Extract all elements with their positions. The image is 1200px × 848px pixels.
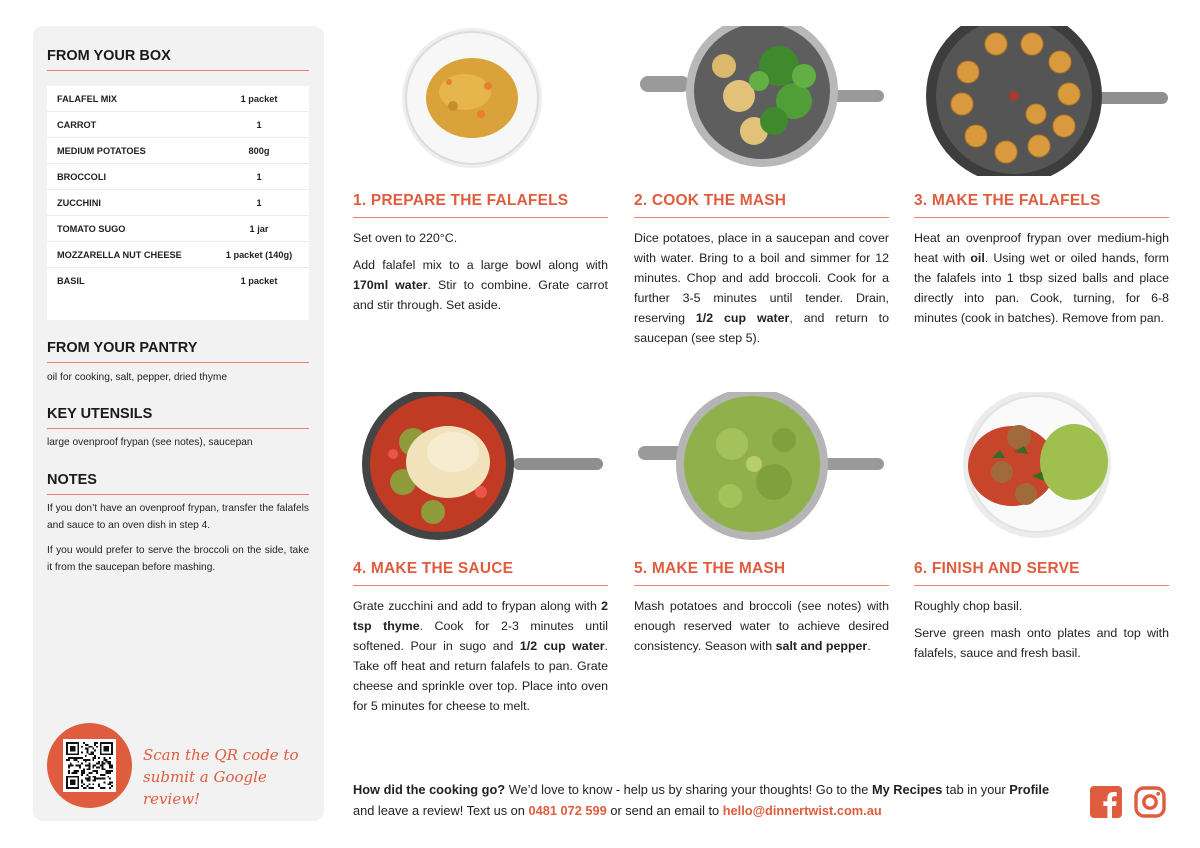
ingredient-name: FALAFEL MIX — [57, 93, 118, 104]
facebook-icon[interactable] — [1090, 786, 1122, 818]
step-text: . Take off heat and return falafels to pan. Grate cheese and sprinkle over top. Place into oven for 5 minutes for cheese to melt. — [353, 639, 608, 713]
pantry-text: oil for cooking, salt, pepper, dried thyme — [47, 372, 228, 383]
ingredient-name: TOMATO SUGO — [57, 223, 126, 234]
step-6-title: 6. FINISH AND SERVE — [914, 560, 1169, 586]
step-text: . Stir to combine. Grate carrot and stir through. Set aside. — [353, 278, 609, 312]
step-1-title: 1. PREPARE THE FALAFELS — [353, 192, 608, 218]
utensils-text: large ovenproof frypan (see notes), saucepan — [47, 437, 253, 448]
step-text: Dice potatoes, place in a saucepan and cover with water. Bring to a boil and simmer for 12 minutes. Chop and add broccoli. Cook for a further 3-5 minutes until tender. Drain, reserving — [634, 231, 889, 325]
ingredient-name: BASIL — [57, 276, 85, 286]
footer-text: or send an email to — [606, 803, 723, 818]
qr-badge — [47, 723, 132, 808]
step-text: Set oven to 220°C. — [353, 231, 458, 245]
ingredient-qty: 1 jar — [249, 223, 269, 234]
ingredient-name: ZUCCHINI — [57, 197, 101, 208]
pantry-heading: FROM YOUR PANTRY — [47, 340, 309, 363]
step-highlight: 170ml water — [353, 278, 428, 292]
qr-caption — [143, 744, 313, 810]
step-paragraph — [914, 228, 1169, 328]
step-5-title: 5. MAKE THE MASH — [634, 560, 889, 586]
qr-code-icon[interactable] — [63, 739, 116, 792]
step-highlight: 2 tsp thyme — [353, 599, 608, 633]
ingredient-row — [47, 86, 309, 112]
ingredient-row — [47, 138, 309, 164]
step-paragraph — [634, 596, 889, 656]
email-link[interactable]: hello@dinnertwist.com.au — [722, 803, 882, 818]
note-paragraph: If you don’t have an ovenproof frypan, transfer the falafels and sauce to an oven dish in step 4. — [47, 503, 309, 531]
step-text: . — [867, 639, 871, 653]
ingredient-name: MEDIUM POTATOES — [57, 145, 146, 156]
step-4-photo — [353, 392, 608, 542]
footer-question: How did the cooking go? — [353, 782, 506, 797]
ingredient-row — [47, 268, 309, 294]
footer-text: tab in your — [942, 782, 1010, 797]
step-paragraph — [353, 255, 608, 315]
ingredient-qty: 1 packet — [240, 93, 278, 104]
step-5-photo — [634, 392, 889, 542]
step-5-body — [634, 596, 889, 663]
step-6-photo — [914, 392, 1169, 542]
step-paragraph — [914, 596, 1169, 616]
step-text: , and return to saucepan (see step 5). — [634, 311, 889, 345]
note-paragraph: If you would prefer to serve the broccoli on the side, take it from the saucepan before mashing. — [47, 545, 309, 573]
ingredients-table — [47, 86, 309, 320]
step-highlight: salt and pepper — [775, 639, 868, 653]
utensils-heading: KEY UTENSILS — [47, 406, 309, 429]
step-paragraph — [634, 228, 889, 348]
step-2-body — [634, 228, 889, 355]
step-3-body — [914, 228, 1169, 335]
ingredient-qty: 1 — [256, 171, 262, 182]
step-2-title: 2. COOK THE MASH — [634, 192, 889, 218]
notes-heading: NOTES — [47, 472, 309, 495]
qr-caption-line: submit a Google review! — [143, 768, 267, 808]
ingredient-row — [47, 190, 309, 216]
step-text: . Using wet or oiled hands, form the falafels into 1 tbsp sized balls and place directly into pan. Cook, turning, for 6-8 minutes (cook in batches). Remove from pan. — [914, 251, 1169, 325]
step-6-body — [914, 596, 1169, 670]
ingredients-sidebar — [33, 26, 324, 821]
ingredient-qty: 1 — [256, 119, 262, 130]
footer-profile: Profile — [1009, 782, 1050, 797]
phone-number[interactable]: 0481 072 599 — [528, 803, 607, 818]
step-text: . Cook for 2-3 minutes until softened. Pour in sugo and — [353, 619, 608, 653]
step-paragraph — [914, 623, 1169, 663]
ingredient-name: MOZZARELLA NUT CHEESE — [57, 249, 182, 260]
step-3-title: 3. MAKE THE FALAFELS — [914, 192, 1169, 218]
step-2-photo — [634, 26, 889, 176]
notes-text — [47, 500, 309, 584]
review-footer — [353, 779, 1073, 821]
ingredient-row — [47, 216, 309, 242]
ingredient-name: BROCCOLI — [57, 171, 106, 182]
step-paragraph — [353, 228, 608, 248]
step-1-body — [353, 228, 608, 322]
step-text: Heat an ovenproof frypan over medium-high heat with — [914, 231, 1169, 265]
step-text: Mash potatoes and broccoli (see notes) with enough reserved water to achieve desired consistency. Season with — [634, 599, 889, 653]
step-3-photo — [914, 26, 1169, 176]
step-highlight: 1/2 cup water — [695, 311, 790, 325]
ingredient-row — [47, 242, 309, 268]
step-text: Grate zucchini and add to frypan along with — [353, 599, 602, 613]
ingredient-name: CARROT — [57, 119, 97, 130]
step-highlight: 1/2 cup water — [519, 639, 605, 653]
ingredient-qty: 1 packet (140g) — [225, 249, 293, 260]
ingredient-row — [47, 164, 309, 190]
step-1-photo — [353, 26, 608, 176]
step-text: Roughly chop basil. — [914, 599, 1023, 613]
ingredient-qty: 800g — [248, 145, 270, 156]
step-paragraph — [353, 596, 608, 716]
step-4-title: 4. MAKE THE SAUCE — [353, 560, 608, 586]
instagram-icon[interactable] — [1134, 786, 1166, 818]
step-4-body — [353, 596, 608, 723]
footer-my-recipes: My Recipes — [871, 782, 943, 797]
step-text: Add falafel mix to a large bowl along with — [353, 258, 608, 272]
qr-caption-line: Scan the QR code to — [143, 746, 299, 764]
footer-text: and leave a review! Text us on — [353, 803, 529, 818]
footer-text: We’d love to know - help us by sharing your thoughts! Go to the — [505, 782, 872, 797]
from-your-box-heading: FROM YOUR BOX — [47, 48, 309, 71]
ingredient-row — [47, 112, 309, 138]
step-text: Serve green mash onto plates and top with falafels, sauce and fresh basil. — [914, 626, 1169, 660]
step-highlight: oil — [970, 251, 985, 265]
ingredient-qty: 1 packet — [240, 276, 278, 286]
ingredient-qty: 1 — [256, 197, 262, 208]
